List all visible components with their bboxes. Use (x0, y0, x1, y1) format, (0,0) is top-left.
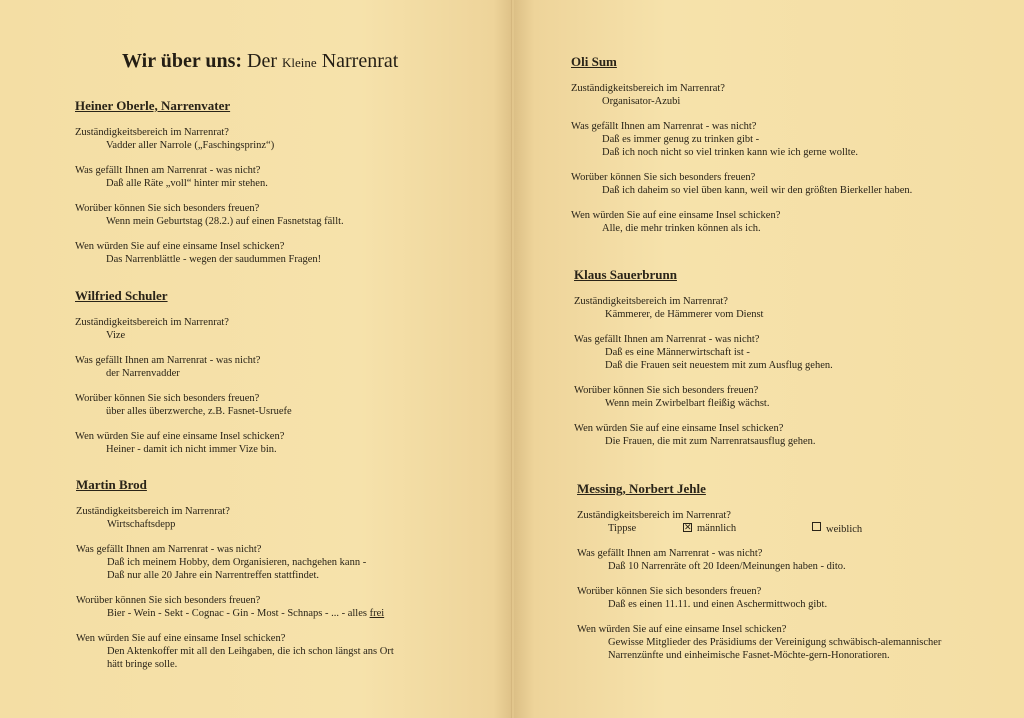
answer: Daß ich meinem Hobby, dem Organisieren, nachgehen kann - (107, 557, 367, 568)
question: Was gefällt Ihnen am Narrenrat - was nicht? (75, 165, 261, 176)
answer: Daß 10 Narrenräte oft 20 Ideen/Meinungen haben - dito. (608, 561, 846, 572)
answer: Organisator-Azubi (602, 96, 681, 107)
question: Zuständigkeitsbereich im Narrenrat? (574, 296, 728, 307)
unchecked-checkbox-icon (812, 522, 821, 531)
answer: hätt bringe solle. (107, 659, 178, 670)
answer: Daß es immer genug zu trinken gibt - (602, 134, 760, 145)
answer: Gewisse Mitglieder des Präsidiums der Vereinigung schwäbisch-alemannischer (608, 637, 942, 648)
question: Wen würden Sie auf eine einsame Insel schicken? (76, 633, 286, 644)
answer: Heiner - damit ich nicht immer Vize bin. (106, 444, 277, 455)
question: Zuständigkeitsbereich im Narrenrat? (571, 83, 725, 94)
person-name: Martin Brod (76, 477, 147, 492)
gender-female-option: weiblich (812, 522, 862, 536)
question: Was gefällt Ihnen am Narrenrat - was nicht? (571, 121, 757, 132)
question: Wen würden Sie auf eine einsame Insel schicken? (574, 423, 784, 434)
answer: Wenn mein Zwirbelbart fleißig wächst. (605, 398, 770, 409)
question: Was gefällt Ihnen am Narrenrat - was nicht? (75, 355, 261, 366)
question: Was gefällt Ihnen am Narrenrat - was nicht? (577, 548, 763, 559)
answer: Narrenzünfte und einheimische Fasnet-Möchte-gern-Honoratioren. (608, 650, 890, 661)
question: Worüber können Sie sich besonders freuen? (571, 172, 756, 183)
person-name: Oli Sum (571, 54, 617, 69)
person-name: Heiner Oberle, Narrenvater (75, 98, 231, 113)
interview-wilfried (75, 289, 292, 468)
question: Worüber können Sie sich besonders freuen? (76, 595, 261, 606)
question: Worüber können Sie sich besonders freuen? (574, 385, 759, 396)
question: Zuständigkeitsbereich im Narrenrat? (75, 317, 229, 328)
answer: Wirtschaftsdepp (107, 519, 176, 530)
page-title: Wir über uns: Der Kleine Narrenrat (122, 50, 399, 72)
interview-heiner (75, 99, 344, 278)
interview-oli (571, 55, 912, 247)
answer: über alles überzwerche, z.B. Fasnet-Usruefe (106, 406, 292, 417)
answer: Wenn mein Geburtstag (28.2.) auf einen Fasnetstag fällt. (106, 216, 344, 227)
question: Wen würden Sie auf eine einsame Insel schicken? (577, 624, 787, 635)
person-name: Wilfried Schuler (75, 288, 168, 303)
question: Wen würden Sie auf eine einsame Insel schicken? (75, 241, 285, 252)
question: Zuständigkeitsbereich im Narrenrat? (75, 127, 229, 138)
question: Zuständigkeitsbereich im Narrenrat? (76, 506, 230, 517)
question: Was gefällt Ihnen am Narrenrat - was nicht? (574, 334, 760, 345)
answer: Daß es eine Männerwirtschaft ist - (605, 347, 750, 358)
answer: Das Narrenblättle - wegen der saudummen Fragen! (106, 254, 322, 265)
question: Wen würden Sie auf eine einsame Insel schicken? (571, 210, 781, 221)
answer: Kämmerer, de Hämmerer vom Dienst (605, 309, 764, 320)
answer: Tippse ✕ männlich weiblich (608, 522, 863, 535)
answer: Bier - Wein - Sekt - Cognac - Gin - Most - Schnaps - ... - alles frei (107, 608, 385, 619)
question: Zuständigkeitsbereich im Narrenrat? (577, 510, 731, 521)
right-page (514, 0, 1024, 718)
question: Worüber können Sie sich besonders freuen? (577, 586, 762, 597)
answer: Alle, die mehr trinken können als ich. (602, 223, 761, 234)
answer: Daß alle Räte „voll“ hinter mir stehen. (106, 178, 268, 189)
interview-messing (577, 482, 997, 674)
person-name: Messing, Norbert Jehle (577, 481, 706, 496)
question: Worüber können Sie sich besonders freuen? (75, 203, 260, 214)
answer: Die Frauen, die mit zum Narrenratsausflug gehen. (605, 436, 816, 447)
answer: Den Aktenkoffer mit all den Leihgaben, die ich schon längst ans Ort (107, 646, 394, 657)
answer: Daß ich noch nicht so viel trinken kann wie ich gerne wollte. (602, 147, 859, 158)
gender-male-option: ✕ männlich (684, 522, 737, 534)
question: Was gefällt Ihnen am Narrenrat - was nicht? (76, 544, 262, 555)
answer: Daß ich daheim so viel üben kann, weil wir den größten Bierkeller haben. (602, 185, 913, 196)
checked-checkbox-icon: ✕ (684, 522, 692, 532)
question: Worüber können Sie sich besonders freuen? (75, 393, 260, 404)
answer: Daß die Frauen seit neuestem mit zum Ausflug gehen. (605, 360, 833, 371)
answer: Daß es einen 11.11. und einen Aschermittwoch gibt. (608, 599, 828, 610)
answer: der Narrenvadder (106, 368, 180, 379)
answer: Vadder aller Narrole („Faschingsprinz“) (106, 140, 275, 151)
interview-klaus (574, 268, 833, 460)
person-name: Klaus Sauerbrunn (574, 267, 677, 282)
question: Wen würden Sie auf eine einsame Insel schicken? (75, 431, 285, 442)
answer: Daß nur alle 20 Jahre ein Narrentreffen stattfindet. (107, 570, 320, 581)
answer: Vize (106, 330, 126, 341)
interview-martin (76, 478, 394, 683)
